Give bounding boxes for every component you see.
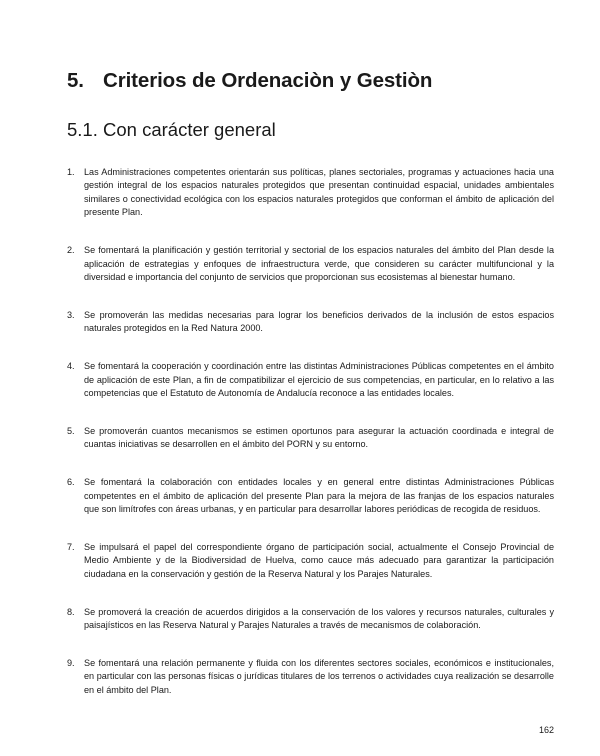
- list-item: [67, 425, 554, 452]
- list-item: [67, 657, 554, 697]
- list-item: [67, 541, 554, 581]
- subsection-number: 5.1.: [67, 119, 98, 140]
- item-number: 1.: [67, 167, 75, 177]
- section-number: 5.: [67, 69, 84, 92]
- subsection-title: Con carácter general: [103, 119, 276, 140]
- item-text: Se promoverán cuantos mecanismos se estimen oportunos para asegurar la actuación coordinada e integral de cuantas iniciativas se desarrollen en el ámbito del PORN y su entorno.: [84, 425, 554, 450]
- list-item: [67, 360, 554, 400]
- list-item: [67, 166, 554, 220]
- item-number: 4.: [67, 361, 75, 372]
- item-number: 3.: [67, 309, 75, 320]
- item-number: 6.: [67, 477, 75, 488]
- item-number: 5.: [67, 425, 75, 436]
- item-text: Se impulsará el papel del correspondiente órgano de participación social, actualmente el Consejo Provincial de Medio Ambiente y de la Biodiversidad de Huelva, como cauce más adecuado para garantizar la participación ciudadana en la conservación y gestión de la Reserva Natural y los Parajes Naturales.: [84, 541, 554, 579]
- section-title: Criterios de Ordenaciòn y Gestiòn: [103, 69, 433, 92]
- list-item: [67, 309, 554, 336]
- item-text: Se fomentará la cooperación y coordinación entre las distintas Administraciones Públicas competentes en el ámbito de aplicación de este Plan, a fin de compatibilizar el ejercicio de sus competencias, en particular, en lo relativo a las competencias que el Estatuto de Autonomía de Andalucía reconoce a las entidades locales.: [84, 361, 554, 398]
- item-number: 7.: [67, 541, 75, 552]
- item-number: 2.: [67, 245, 75, 256]
- list-item: [67, 606, 554, 633]
- page-number: 162: [538, 725, 554, 735]
- item-text: Se promoverán las medidas necesarias para lograr los beneficios derivados de la inclusión de estos espacios naturales protegidos en la Red Natura 2000.: [84, 309, 554, 334]
- item-text: Se fomentará una relación permanente y fluida con los diferentes sectores sociales, económicos e institucionales, en particular con las personas físicas o jurídicas titulares de los terrenos o actividades cuya realización se desarrolle en el ámbito del Plan.: [84, 657, 554, 695]
- item-number: 8.: [67, 606, 75, 617]
- criteria-list: [67, 166, 554, 722]
- list-item: [67, 244, 554, 284]
- list-item: [67, 476, 554, 516]
- item-number: 9.: [67, 657, 75, 668]
- item-text: Se fomentará la planificación y gestión territorial y sectorial de los espacios naturales del ámbito del Plan desde la aplicación de estrategias y enfoques de infraestructura verde, que consideren su carácter multifuncional y la diversidad e importancia del conjunto de servicios que proporcionan sus ecosistemas al bienestar humano.: [84, 245, 554, 282]
- item-text: Se fomentará la colaboración con entidades locales y en general entre distintas Administraciones Públicas competentes en el ámbito de aplicación del presente Plan para la mejora de las franjas de los espacios naturales que son limítrofes con áreas urbanas, y en particular para desarrollar labores periódicas de recogida de residuos.: [84, 477, 554, 514]
- subsection-heading: [67, 119, 276, 141]
- item-text: Las Administraciones competentes orientarán sus políticas, planes sectoriales, programas y actuaciones hacia una gestión integral de los espacios naturales protegidos que presentan continuidad espacial, unidades ambientales similares o conectividad ecológica con los espacios naturales protegidos que conforman el ámbito de aplicación del presente Plan.: [84, 167, 554, 218]
- section-heading: [67, 69, 432, 93]
- item-text: Se promoverá la creación de acuerdos dirigidos a la conservación de los valores y recursos naturales, culturales y paisajísticos en las Reserva Natural y Parajes Naturales a través de mecanismos de colaboración.: [84, 606, 554, 631]
